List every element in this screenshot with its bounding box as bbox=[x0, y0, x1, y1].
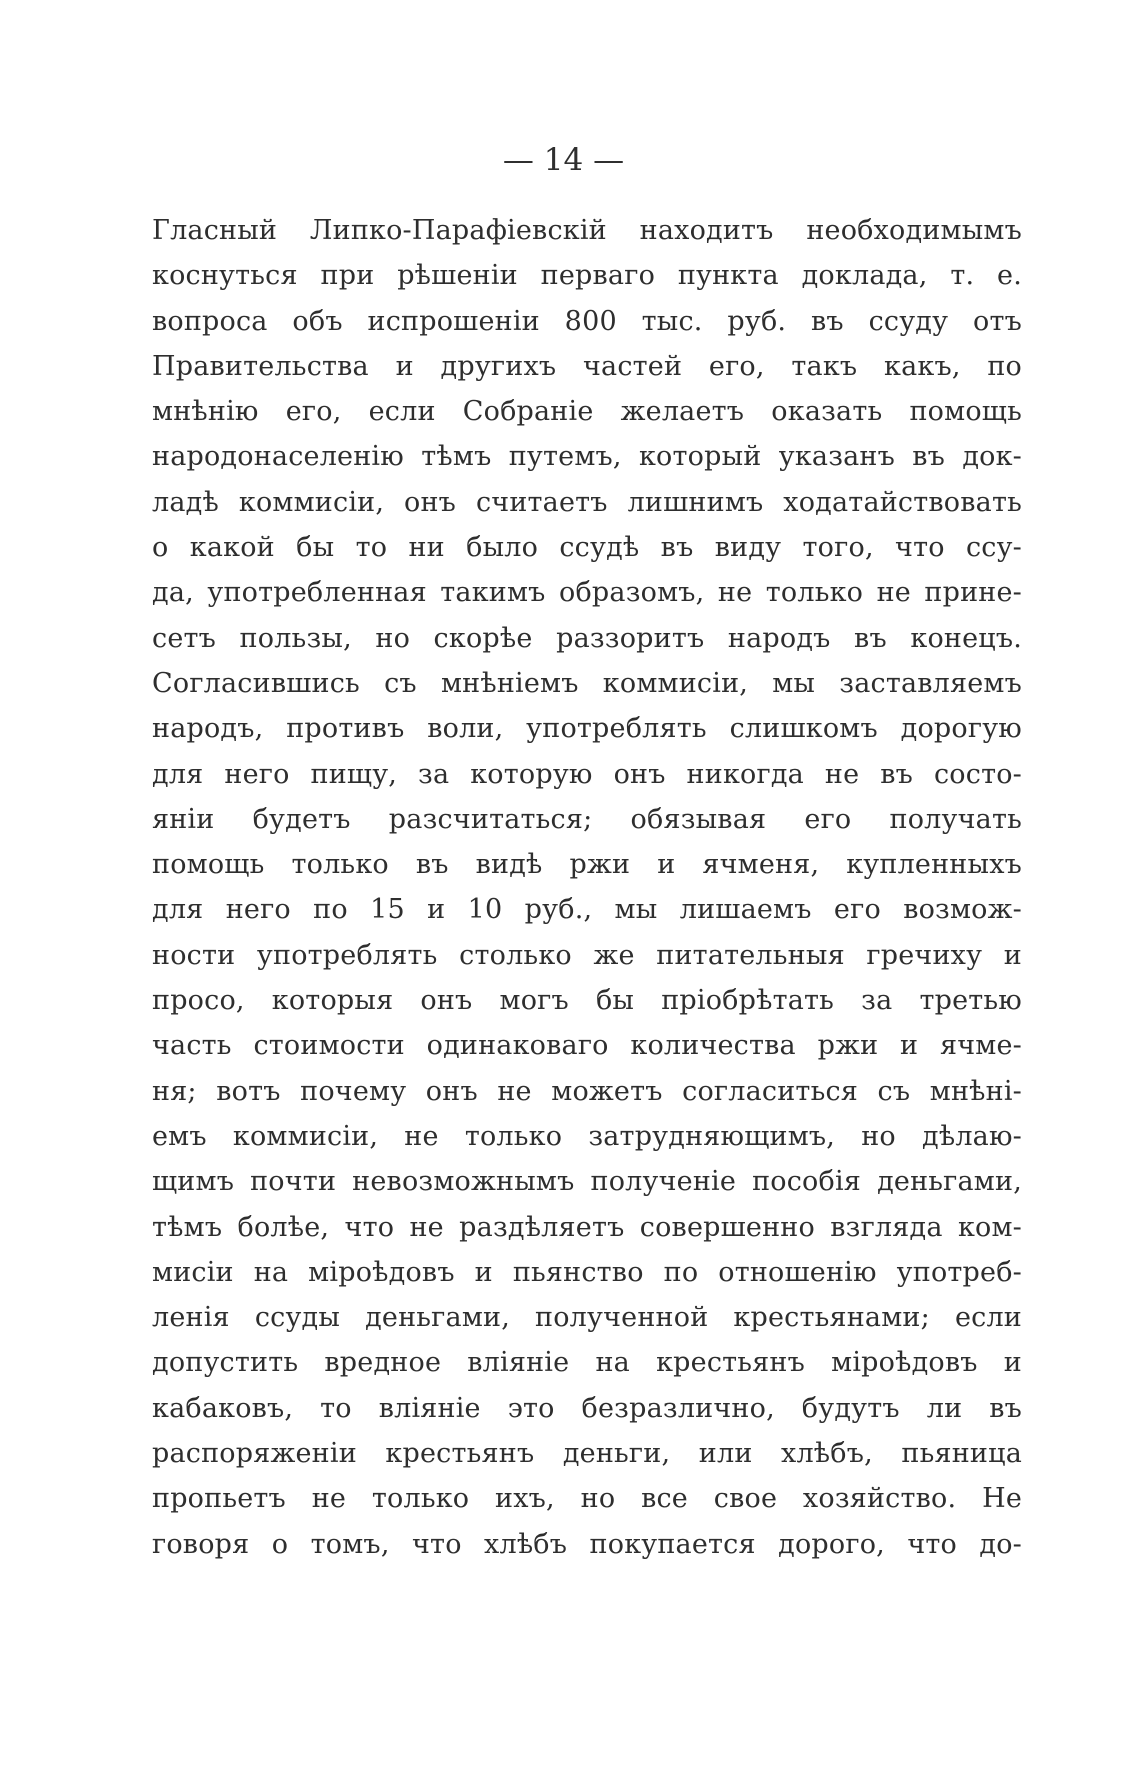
text-line: для него пищу, за которую онъ никогда не въ состо- bbox=[152, 758, 1022, 790]
text-line: Правительства и другихъ частей его, такъ какъ, по bbox=[152, 350, 1022, 382]
text-line: пропьетъ не только ихъ, но все свое хозяйство. Не bbox=[152, 1483, 1022, 1515]
text-line: для него по 15 и 10 руб., мы лишаемъ его возмож- bbox=[152, 894, 1022, 926]
text-line: емъ коммисіи, не только затрудняющимъ, но дѣлаю- bbox=[152, 1120, 1022, 1152]
text-line: щимъ почти невозможнымъ полученіе пособія деньгами, bbox=[152, 1166, 1022, 1198]
text-line: говоря о томъ, что хлѣбъ покупается дорого, что до- bbox=[152, 1528, 1022, 1560]
text-line: Гласный Липко-Парафіевскій находитъ необходимымъ bbox=[152, 215, 1022, 246]
text-line: Согласившись съ мнѣніемъ коммисіи, мы заставляемъ bbox=[152, 667, 1022, 699]
text-line: вопроса объ испрошеніи 800 тыс. руб. въ ссуду отъ bbox=[152, 305, 1022, 337]
text-line: ня; вотъ почему онъ не можетъ согласиться съ мнѣні- bbox=[152, 1075, 1022, 1107]
text-line: просо, которыя онъ могъ бы пріобрѣтать за третью bbox=[152, 985, 1022, 1017]
text-line: о какой бы то ни было ссудѣ въ виду того, что ссу- bbox=[152, 532, 1022, 564]
text-line: народонаселенію тѣмъ путемъ, который указанъ въ док- bbox=[152, 441, 1022, 473]
text-line: помощь только въ видѣ ржи и ячменя, купленныхъ bbox=[152, 849, 1022, 881]
text-line: ности употреблять столько же питательныя гречиху и bbox=[152, 939, 1022, 971]
text-line: кабаковъ, то вліяніе это безразлично, будутъ ли въ bbox=[152, 1392, 1022, 1424]
text-line: мнѣнію его, если Собраніе желаетъ оказать помощь bbox=[152, 396, 1022, 428]
page-number: — 14 — bbox=[502, 142, 625, 178]
text-line: яніи будетъ разсчитаться; обязывая его получать bbox=[152, 803, 1022, 835]
text-line: часть стоимости одинаковаго количества ржи и ячме- bbox=[152, 1030, 1022, 1062]
text-line: мисіи на міроѣдовъ и пьянство по отношенію употреб- bbox=[152, 1256, 1022, 1288]
text-line: ленія ссуды деньгами, полученной крестьянами; если bbox=[152, 1302, 1022, 1334]
text-line: ладѣ коммисіи, онъ считаетъ лишнимъ ходатайствовать bbox=[152, 486, 1022, 518]
text-line: народъ, противъ воли, употреблять слишкомъ дорогую bbox=[152, 713, 1022, 745]
text-line: коснуться при рѣшеніи перваго пункта доклада, т. е. bbox=[152, 260, 1022, 292]
text-line: тѣмъ болѣе, что не раздѣляетъ совершенно взгляда ком- bbox=[152, 1211, 1022, 1243]
text-line: допустить вредное вліяніе на крестьянъ міроѣдовъ и bbox=[152, 1347, 1022, 1379]
text-line: да, употребленная такимъ образомъ, не только не прине- bbox=[152, 577, 1022, 609]
text-line: распоряженіи крестьянъ деньги, или хлѣбъ, пьяница bbox=[152, 1438, 1022, 1470]
text-line: сетъ пользы, но скорѣе раззоритъ народъ въ конецъ. bbox=[152, 622, 1022, 654]
body-text bbox=[152, 208, 1022, 1567]
